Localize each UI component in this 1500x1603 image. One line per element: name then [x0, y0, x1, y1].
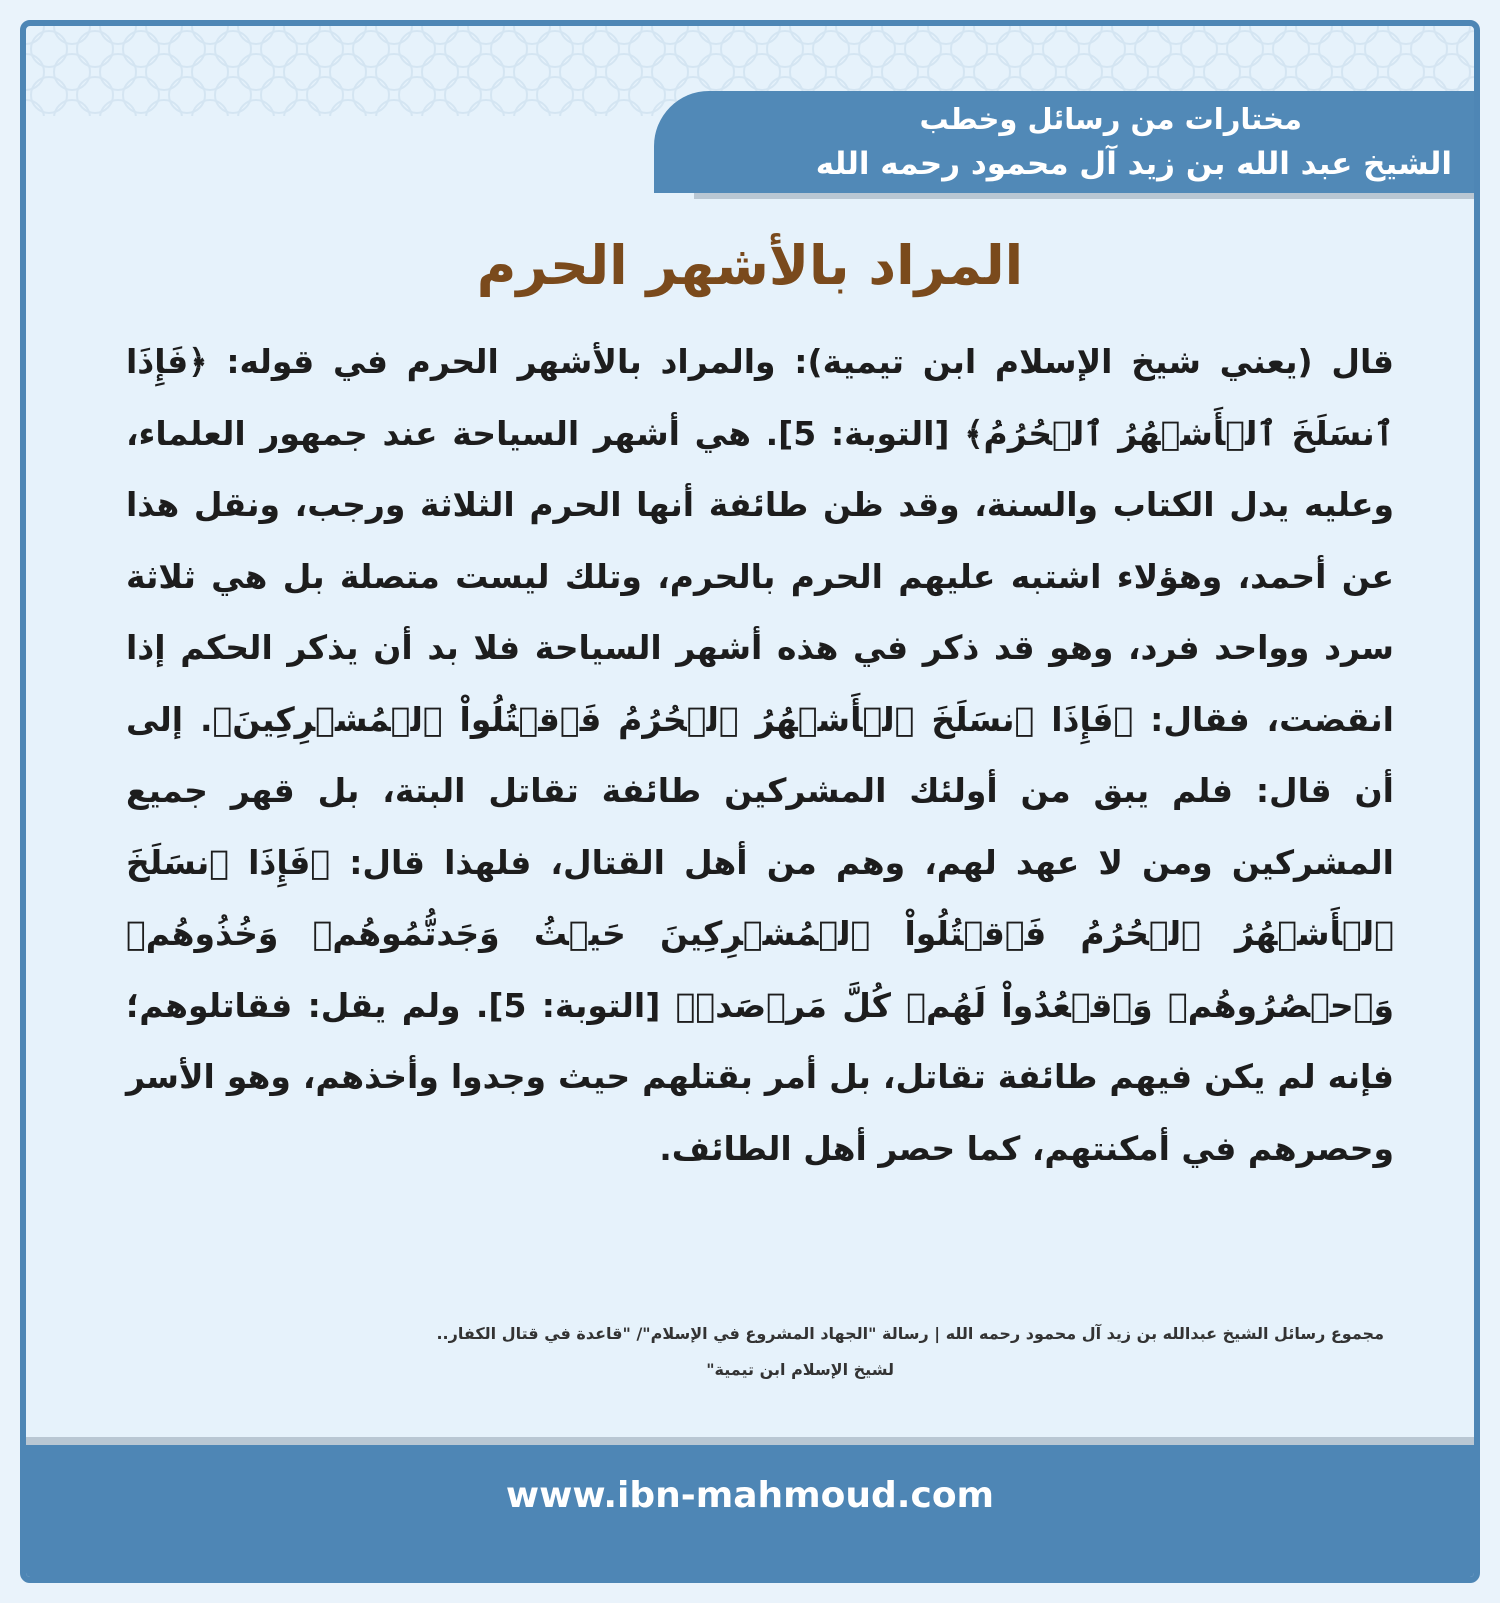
- series-title: مختارات من رسائل وخطب: [919, 102, 1302, 136]
- source-line-1: مجموع رسائل الشيخ عبدالله بن زيد آل محمود رحمه الله | رسالة "الجهاد المشروع في الإسلام"/ "قاعدة في قتال الكفار..: [436, 1324, 1384, 1343]
- card-frame: [20, 20, 1480, 1583]
- website-link[interactable]: www.ibn-mahmoud.com: [505, 1475, 995, 1516]
- series-header: [654, 91, 1474, 193]
- source-citation: [126, 1316, 1384, 1388]
- series-author: الشيخ عبد الله بن زيد آل محمود رحمه الله: [815, 146, 1452, 182]
- article-title: المراد بالأشهر الحرم: [476, 234, 1024, 297]
- footer-bar: [26, 1437, 1474, 1577]
- source-line-2: لشيخ الإسلام ابن تيمية": [706, 1360, 894, 1379]
- article-body: قال (يعني شيخ الإسلام ابن تيمية): والمراد بالأشهر الحرم في قوله: ﴿فَإِذَا ٱنسَلَخَ ٱلۡأَشۡهُرُ ٱلۡحُرُمُ﴾ [التوبة: 5]. هي أشهر السياحة عند جمهور العلماء، وعليه يدل الكتاب والسنة، وقد ظن طائفة أنها الحرم الثلاثة ورجب، ونقل هذا عن أحمد، وهؤلاء اشتبه عليهم الحرم بالحرم، وتلك ليست متصلة بل هي ثلاثة سرد وواحد فرد، وهو قد ذكر في هذه أشهر السياحة فلا بد أن يذكر الحكم إذا انقضت، فقال: ﴿فَإِذَا ٱنسَلَخَ ٱلۡأَشۡهُرُ ٱلۡحُرُمُ فَٱقۡتُلُواْ ٱلۡمُشۡرِكِينَ﴾. إلى أن قال: فلم يبق من أولئك المشركين طائفة تقاتل البتة، بل قهر جميع المشركين ومن لا عهد لهم، وهم من أهل القتال، فلهذا قال: ﴿فَإِذَا ٱنسَلَخَ ٱلۡأَشۡهُرُ ٱلۡحُرُمُ فَٱقۡتُلُواْ ٱلۡمُشۡرِكِينَ حَيۡثُ وَجَدتُّمُوهُمۡ وَخُذُوهُمۡ وَٱحۡصُرُوهُمۡ وَٱقۡعُدُواْ لَهُمۡ كُلَّ مَرۡصَدٖ﴾ [التوبة: 5]. ولم يقل: فقاتلوهم؛ فإنه لم يكن فيهم طائفة تقاتل، بل أمر بقتلهم حيث وجدوا وأخذهم، وهو الأسر وحصرهم في أمكنتهم، كما حصر أهل الطائف.: [126, 342, 1395, 1168]
